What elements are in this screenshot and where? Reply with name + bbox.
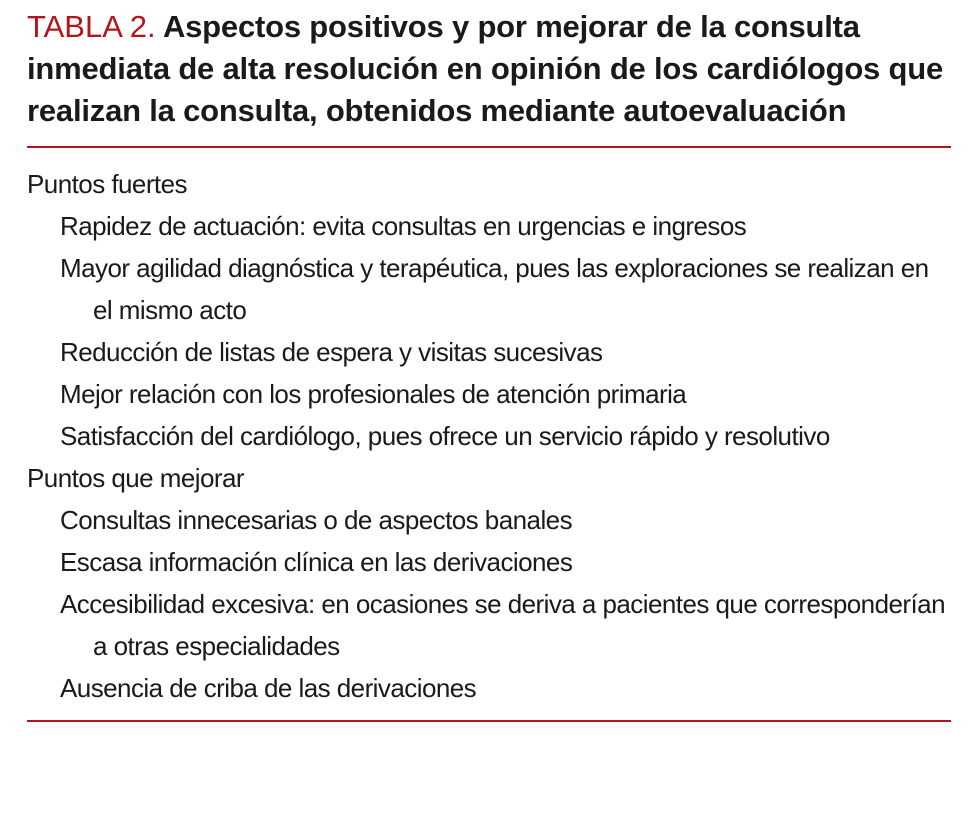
table-body: [27, 148, 951, 720]
table-caption: [27, 0, 951, 132]
list-item: Ausencia de criba de las derivaciones: [60, 673, 477, 703]
list-item: Accesibilidad excesiva: en ocasiones se deriva a pacientes que corresponderían a otras especialidades: [60, 589, 945, 661]
list-item: Satisfacción del cardiólogo, pues ofrece un servicio rápido y resolutivo: [60, 421, 830, 451]
list-item: Rapidez de actuación: evita consultas en urgencias e ingresos: [60, 211, 747, 241]
bottom-rule: [27, 720, 951, 722]
section-heading-strengths: Puntos fuertes: [27, 169, 187, 199]
list-item: Mejor relación con los profesionales de atención primaria: [60, 379, 687, 409]
table-figure: [27, 0, 951, 722]
list-item: Escasa información clínica en las derivaciones: [60, 547, 573, 577]
table-title: Aspectos positivos y por mejorar de la consulta inmediata de alta resolución en opinión de los cardiólogos que realizan la consulta, obtenidos mediante autoevaluación: [27, 9, 944, 128]
list-item: Consultas innecesarias o de aspectos banales: [60, 505, 573, 535]
section-heading-improvements: Puntos que mejorar: [27, 463, 245, 493]
list-item: Mayor agilidad diagnóstica y terapéutica, pues las exploraciones se realizan en el mismo acto: [60, 253, 929, 325]
table-label: TABLA 2.: [27, 9, 156, 44]
list-item: Reducción de listas de espera y visitas sucesivas: [60, 337, 603, 367]
